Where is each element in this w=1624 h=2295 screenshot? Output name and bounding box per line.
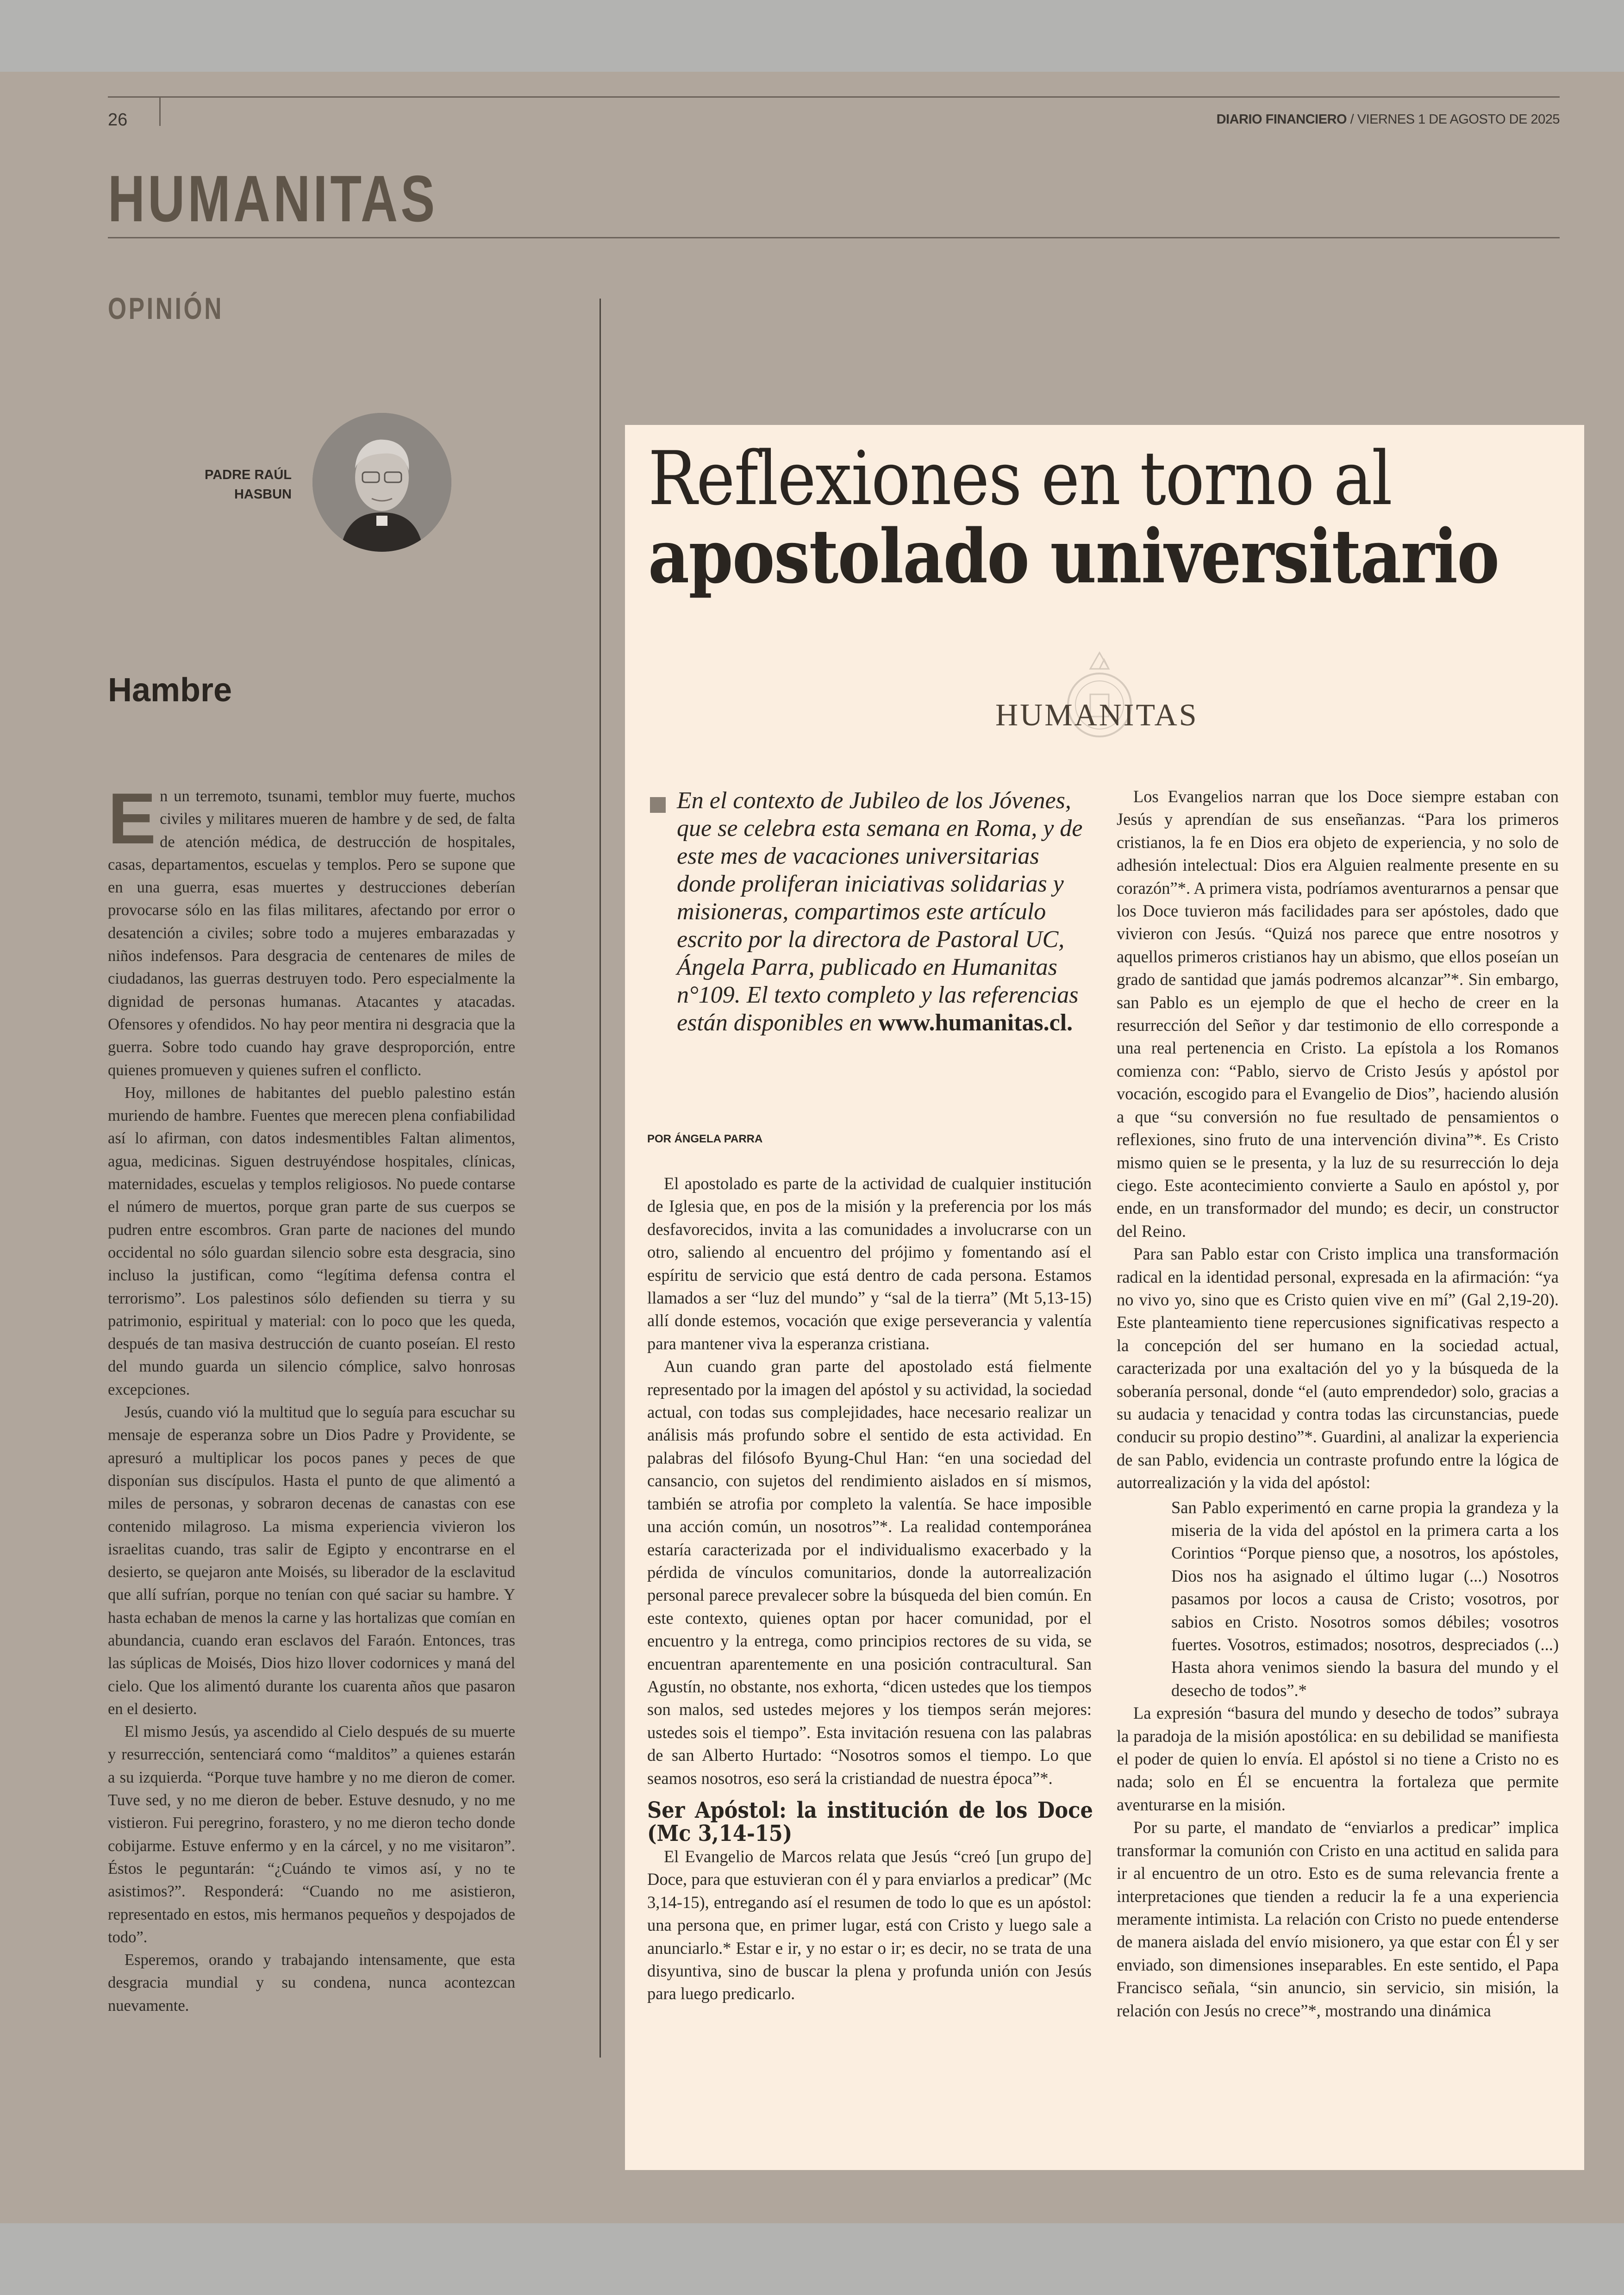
paragraph: El Evangelio de Marcos relata que Jesús “creó [un grupo de] Doce, para que estuvieran con él y para enviarlos a predicar” (Mc 3,14-15), entregando así el resumen de todo lo que es un apóstol: una persona que, en primer lugar, está con Cristo y luego sale a anunciarlo.* Estar e ir, y no estar o ir; es decir, no se trata de una disyuntiva, sino de buscar la plena y profunda unión con Jesús para luego predicarlo. (647, 1846, 1092, 2003)
intro-text: En el contexto de Jubileo de los Jóvenes, que se celebra esta semana en Roma, y de este mes de vacaciones universitarias donde proliferan iniciativas solidarias y misioneras, compartimos este artículo escrito por la directora de Pastoral UC, Ángela Parra, publicado en Humanitas n°109. El texto completo y las referencias están disponibles en (677, 787, 1083, 1036)
author-name-line2: HASBUN (234, 487, 292, 502)
intro-link[interactable]: www.humanitas.cl. (878, 1010, 1073, 1036)
masthead (1217, 112, 1560, 127)
paragraph: El mismo Jesús, ya ascendido al Cielo después de su muerte y resurrección, sentenciará como “malditos” a quienes estarán a su izquierda. “Porque tuve hambre y no me dieron de comer. Tuve sed, y no me dieron de beber. Estuve desnudo, y no me vistieron. Fui peregrino, forastero, y no me dieron techo donde cobijarme. Estuve enfermo y en la cárcel, y no me visitaron”. Éstos le peguntarán: “¿Cuándo te vimos así, y no te asistimos?”. Responderá: “Cuando no me asistieron, representado en estos, mis hermanos pequeños y despojados de todo”. (108, 1723, 515, 1946)
square-bullet-icon (650, 797, 666, 813)
masthead-date: / VIERNES 1 DE AGOSTO DE 2025 (1347, 112, 1560, 127)
block-quote: San Pablo experimentó en carne propia la grandeza y la miseria de la vida del apóstol en la primera carta a los Corintios “Porque pienso que, a nosotros, los apóstoles, Dios nos ha asignado el último lugar (...) Nosotros pasamos por locos a causa de Cristo; vosotros, por sabios en Cristo. Nosotros somos débiles; vosotros fuertes. Vosotros, estimados; nosotros, despreciados (...) Hasta ahora venimos siendo la basura del mundo y el desecho de todos”.* (1171, 1497, 1559, 1700)
humanitas-logo: HUMANITAS (995, 697, 1199, 732)
article-column-2 (1117, 785, 1559, 2022)
page-number: 26 (108, 110, 128, 130)
paragraph: Por su parte, el mandato de “enviarlos a predicar” implica transformar la comunión con Cristo en una actitud en salida para ir al encuentro de un otro. Esto es de suma relevancia frente a interpretaciones que tienden a reducir la fe a una experiencia meramente intimista. La relación con Cristo no puede entenderse de manera aislada del envío misionero, ya que estar con Él y ser enviado, son dimensiones inseparables. En este sentido, el Papa Francisco señala, “sin anuncio, sin servicio, sin misión, la relación con Jesús no crece”*, mostrando una dinámica (1117, 1818, 1559, 2020)
drop-cap: E (108, 779, 156, 859)
article-title-line2: apostolado universitario (648, 513, 1499, 600)
paragraph (108, 779, 515, 1082)
paragraph: Hoy, millones de habitantes del pueblo palestino están muriendo de hambre. Fuentes que merecen plena confiabilidad así lo afirman, con datos indesmentibles Faltan alimentos, agua, medicinas. Siguen destruyéndose hospitales, clínicas, maternidades, escuelas y templos religiosos. No puede contarse el número de muertos, porque gran parte de sus cuerpos se pudren entre escombros. Gran parte de naciones del mundo occidental no sólo guardan silencio sobre esta desgracia, sino incluso la justifican, como “legítima defensa contra el terrorismo”. Los palestinos sólo defienden su tierra y su patrimonio, espiritual y material: con lo poco que les queda, después de tan masiva destrucción de cuanto poseían. El resto del mundo guarda un silencio cómplice, salvo honrosas excepciones. (108, 1084, 515, 1398)
author-name (205, 465, 292, 504)
article-subhead: Ser Apóstol: la institución de los Doce (Mc 3,14-15) (647, 1797, 1093, 1846)
opinion-headline: Hambre (108, 672, 232, 709)
author-photo (312, 413, 451, 552)
paragraph: Esperemos, orando y trabajando intensamente, que esta desgracia mundial y su condena, nunca acontezcan nuevamente. (108, 1951, 515, 2014)
opinion-body (108, 779, 515, 2017)
author-portrait-image (312, 413, 451, 552)
section-title: HUMANITAS (108, 162, 438, 236)
top-rule (108, 96, 1560, 98)
article-title-line1: Reflexiones en torno al (648, 435, 1392, 522)
masthead-brand: DIARIO FINANCIERO (1216, 112, 1347, 127)
paragraph: El apostolado es parte de la actividad de cualquier institución de Iglesia que, en pos de la misión y la preferencia por los más desfavorecidos, invita a las comunidades a involucrarse con un otro, saliendo al encuentro del prójimo y fomentando así el espíritu de servicio que está dentro de cada persona. Estamos llamados a ser “luz del mundo” y “sal de la tierra” (Mt 5,13-15) allí donde estemos, vocación que exige perseverancia y valentía para mantener viva la esperanza cristiana. (647, 1174, 1092, 1353)
opinion-label: OPINIÓN (108, 291, 224, 325)
paragraph: Para san Pablo estar con Cristo implica una transformación radical en la identidad personal, expresada en la afirmación: “ya no vivo yo, sino que es Cristo quien vive en mí” (Gal 2,19-20). Este planteamiento tiene repercusiones significativas respecto a la concepción del ser humano en la sociedad actual, caracterizada por una exaltación del yo y la búsqueda de la soberanía personal, donde “el (auto emprendedor) solo, gracias a su audacia y tenacidad y contra todas las circunstancias, puede conducir su propio destino”*. Guardini, al analizar la experiencia de san Pablo, evidencia un contraste profundo entre la lógica de autorrealización y la vida del apóstol: (1117, 1244, 1559, 1492)
paragraph: La expresión “basura del mundo y desecho de todos” subraya la paradoja de la misión apostólica: en su debilidad se manifiesta el poder de quien lo envía. El apóstol si no tiene a Cristo no es nada; solo en Él se encuentra la fortaleza que permite aventurarse en la misión. (1117, 1703, 1559, 1814)
article-intro (677, 787, 1093, 1037)
paragraph: Los Evangelios narran que los Doce siempre estaban con Jesús y aprendían de sus enseñanzas. “Para los primeros cristianos, la fe en Dios era objeto de experiencia, y no solo de adhesión intelectual: Dios era Alguien realmente presente en su corazón”*. A primera vista, podríamos aventurarnos a pensar que los Doce tuvieron más facilidades para ser apóstoles, dado que vivieron con Jesús. “Quizá nos parece que entre nosotros y aquellos primeros cristianos hay un abismo, que ellos poseían un grado de santidad que jamás podremos alcanzar”*. Sin embargo, san Pablo es un ejemplo de que el hecho de creer en la resurrección del Señor y dar testimonio de ello corresponde a una real pertenencia en Cristo. La epístola a los Romanos comienza con: “Pablo, siervo de Cristo Jesús y apóstol por vocación, escogido para el Evangelio de Dios”, haciendo alusión a que “su conversión no fue resultado de pensamientos o reflexiones, sino fruto de una intervención divina”*. Es Cristo mismo quien se le presenta, y la luz de su resurrección lo deja ciego. Este acontecimiento convierte a Saulo en apóstol y, por ende, en un transformador del mundo; es decir, un constructor del Reino. (1117, 787, 1559, 1241)
paragraph: Jesús, cuando vió la multitud que lo seguía para escuchar su mensaje de esperanza sobre un Dios Padre y Providente, se apresuró a multiplicar los pocos panes y peces de que disponían sus discípulos. Hasta el punto de que alimentó a miles de personas, y sobraron decenas de canastas con ese contenido milagroso. La misma experiencia vivieron los israelitas cuando, tras salir de Egipto y encontrarse en el desierto, se quejaron ante Moisés, su liberador de la esclavitud que allí sufrían, porque no tenían con qué saciar su hambre. Y hasta echaban de menos la carne y las hortalizas que comían en abundancia, cuando eran esclavos del Faraón. Entonces, tras las súplicas de Moisés, Dios hizo llover codornices y maná del cielo. Que los alimentó durante los cuarenta años que pasaron en el desierto. (108, 1403, 515, 1718)
article-byline: POR ÁNGELA PARRA (647, 1133, 763, 1145)
column-divider (600, 299, 601, 2058)
author-name-line1: PADRE RAÚL (205, 468, 292, 482)
article-column-1 (647, 1172, 1092, 2005)
section-rule (108, 237, 1560, 238)
page-number-separator (159, 97, 161, 126)
paragraph-text: n un terremoto, tsunami, temblor muy fuerte, muchos civiles y militares mueren de hambre y de sed, de falta de atención médica, de destrucción de hospitales, casas, departamentos, escuelas y templos. Pero se supone que en una guerra, esas muertes y destrucciones deberían provocarse sólo en las filas militares, afectando por error o desatención a civiles; sobre todo a mujeres embarazadas y niños indefensos. Para desgracia de centenares de miles de ciudadanos, las guerras destruyen todo. Pero especialmente la dignidad de personas humanas. Atacantes y atacadas. Ofensores y ofendidos. No hay peor mentira ni desgracia que la guerra. Sobre todo cuando hay grave desproporción, entre quienes promueven y quienes sufren el conflicto. (108, 787, 515, 1079)
paragraph: Aun cuando gran parte del apostolado está fielmente representado por la imagen del apóstol y su actividad, la sociedad actual, con todas sus complejidades, hace necesario realizar un análisis más profundo sobre el sentido de esta actividad. En palabras del filósofo Byung-Chul Han: “en una sociedad del cansancio, con sujetos del rendimiento aislados en sí mismos, también se atrofia por completo la valentía. Se hace imposible una acción común, un nosotros”*. La realidad contemporánea estaría caracterizada por el individualismo exacerbado y la pérdida de vínculos comunitarios, donde la autorrealización personal parece prevalecer sobre la búsqueda del bien común. En este contexto, quienes optan por hacer comunidad, por el encuentro y la entrega, como principios rectores de su vida, se encuentran aparentemente en una posición contracultural. San Agustín, no obstante, nos exhorta, “dicen ustedes que los tiempos son malos, sed ustedes mejores y los tiempos serán mejores: ustedes sois el tiempo”. Esta invitación resuena con las palabras de san Alberto Hurtado: “Nosotros somos el tiempo. Lo que seamos nosotros, eso será la cristiandad de nuestra época”*. (647, 1357, 1092, 1788)
